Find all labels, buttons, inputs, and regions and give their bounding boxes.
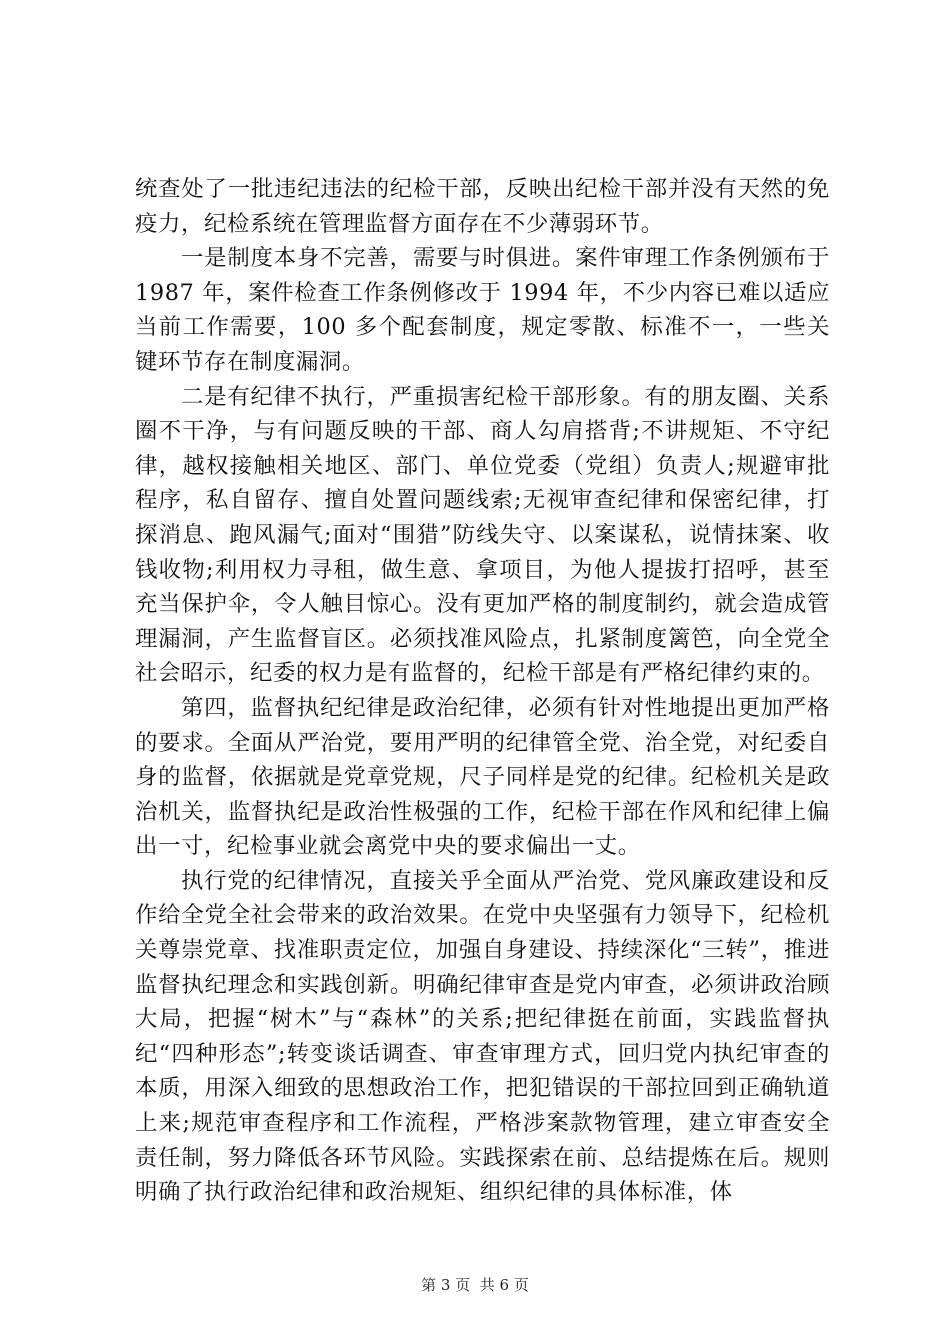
page-footer: [0, 1275, 950, 1295]
document-body: [135, 172, 830, 1210]
paragraph-2: 一是制度本身不完善，需要与时俱进。案件审理工作条例颁布于 1987 年，案件检查工作条例修改于 1994 年，不少内容已难以适应当前工作需要，100 多个配套制度，规定零散、标准不一，一些关键环节存在制度漏洞。: [135, 245, 830, 375]
paragraph-4: 第四，监督执纪纪律是政治纪律，必须有针对性地提出更加严格的要求。全面从严治党，要用严明的纪律管全党、治全党，对纪委自身的监督，依据就是党章党规，尺子同样是党的纪律。纪检机关是政治机关，监督执纪是政治性极强的工作，纪检干部在作风和纪律上偏出一寸，纪检事业就会离党中央的要求偏出一丈。: [135, 694, 830, 860]
paragraph-3: 二是有纪律不执行，严重损害纪检干部形象。有的朋友圈、关系圈不干净，与有问题反映的干部、商人勾肩搭背;不讲规矩、不守纪律，越权接触相关地区、部门、单位党委（党组）负责人;规避审批程序，私自留存、擅自处置问题线索;无视审查纪律和保密纪律，打探消息、跑风漏气;面对“围猎”防线失守、以案谋私，说情抹案、收钱收物;利用权力寻租，做生意、拿项目，为他人提拔打招呼，甚至充当保护伞，令人触目惊心。没有更加严格的制度制约，就会造成管理漏洞，产生监督盲区。必须找准风险点，扎紧制度篱笆，向全党全社会昭示，纪委的权力是有监督的，纪检干部是有严格纪律约束的。: [135, 383, 830, 687]
paragraph-1: 统查处了一批违纪违法的纪检干部，反映出纪检干部并没有天然的免疫力，纪检系统在管理监督方面存在不少薄弱环节。: [135, 176, 830, 237]
paragraph-5: 执行党的纪律情况，直接关乎全面从严治党、党风廉政建设和反作给全党全社会带来的政治效果。在党中央坚强有力领导下，纪检机关尊崇党章、找准职责定位，加强自身建设、持续深化“三转”，推进监督执纪理念和实践创新。明确纪律审查是党内审查，必须讲政治顾大局，把握“树木”与“森林”的关系;把纪律挺在前面，实践监督执纪“四种形态”;转变谈话调查、审查审理方式，回归党内执纪审查的本质，用深入细致的思想政治工作，把犯错误的干部拉回到正确轨道上来;规范审查程序和工作流程，严格涉案款物管理，建立审查安全责任制，努力降低各环节风险。实践探索在前、总结提炼在后。规则明确了执行政治纪律和政治规矩、组织纪律的具体标准，体: [135, 867, 830, 1206]
page-number-label: 第 3 页 共 6 页: [421, 1276, 529, 1294]
